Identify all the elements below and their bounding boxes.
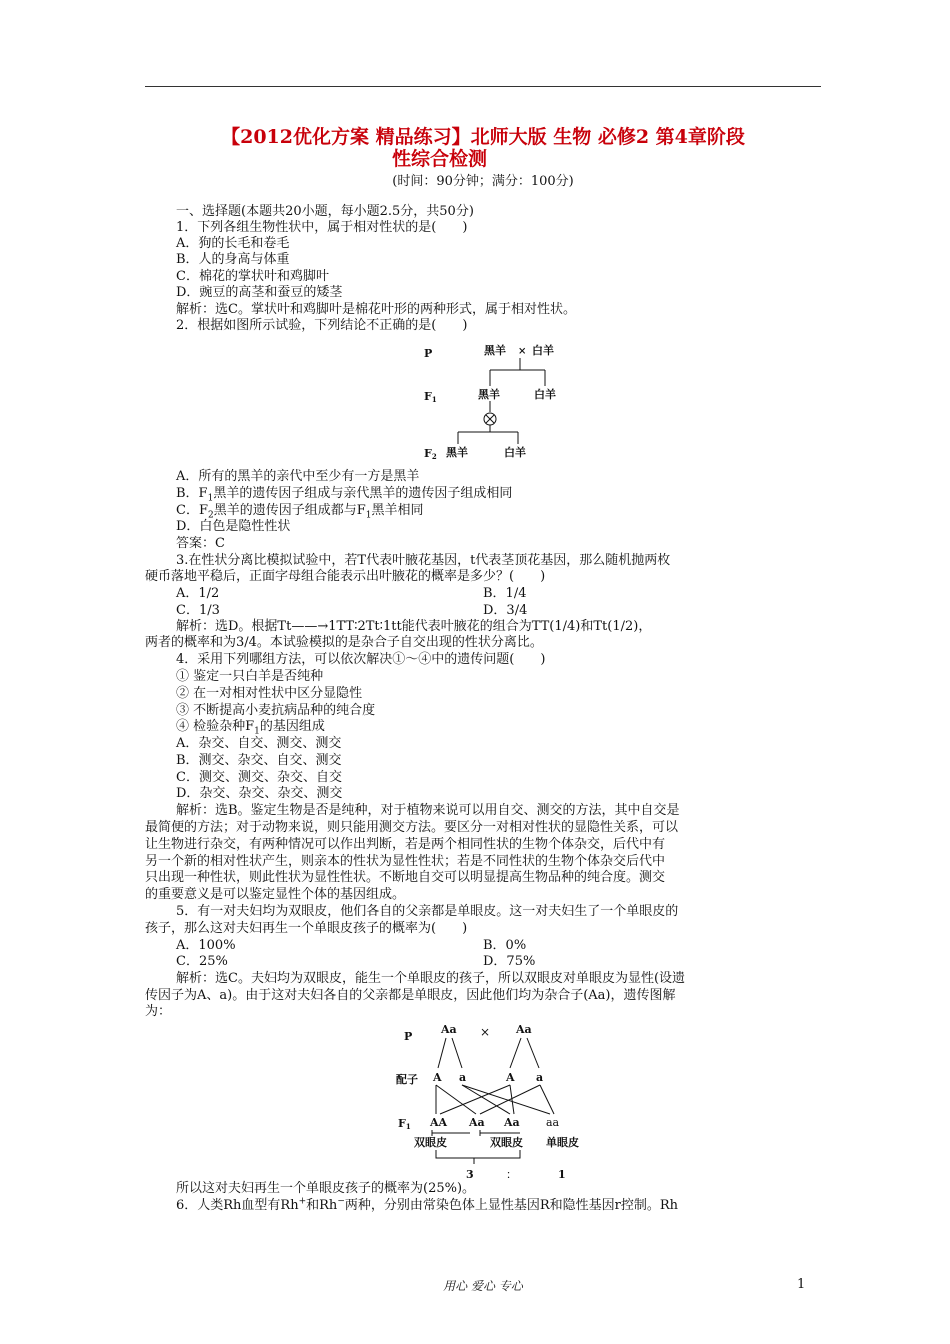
q4-analysis-5: 只出现一种性状，则此性状为显性性状。不断地自交可以明显提高生物品种的纯合度。测交 — [145, 870, 666, 885]
title-line-2: 性综合检测 — [392, 148, 488, 170]
q2-option-b: B．$F_1$黑羊的遗传因子组成与亲代黑羊的遗传因子组成相同 — [176, 486, 513, 504]
q5-label-p: P — [404, 1030, 413, 1043]
q3-option-c: C．1/3 — [176, 603, 220, 618]
q2-f2-black: 黑羊 — [446, 446, 468, 459]
time-score-note: (时间：90分钟；满分：100分) — [392, 174, 574, 189]
q3-option-a: A．1/2 — [176, 586, 220, 601]
q5-label-f1: F1 — [398, 1117, 411, 1131]
q1-stem: 1．下列各组生物性状中，属于相对性状的是( ) — [176, 220, 468, 235]
q5-genetic-diagram — [396, 1018, 596, 1178]
q1-option-c: C．棉花的掌状叶和鸡脚叶 — [176, 269, 329, 284]
q3-option-b: B．1/4 — [483, 586, 527, 601]
q4-item-4: ④ 检验杂种$F_1$的基因组成 — [176, 719, 325, 737]
q5-analysis-1: 解析：选C。夫妇均为双眼皮，能生一个单眼皮的孩子，所以双眼皮对单眼皮为显性(设遗 — [176, 971, 686, 986]
q5-offspring-1: AA — [430, 1116, 448, 1129]
q1-option-b: B．人的身高与体重 — [176, 252, 290, 267]
q2-label-p: P — [424, 347, 433, 360]
q5-stem-2: 孩子，那么这对夫妇再生一个单眼皮孩子的概率为( ) — [145, 921, 468, 936]
q5-parent-2: Aa — [516, 1023, 532, 1036]
q4-analysis-6: 的重要意义是可以鉴定显性个体的基因组成。 — [145, 887, 406, 902]
q4-option-b: B．测交、杂交、自交、测交 — [176, 753, 342, 768]
q5-stem-1: 5．有一对夫妇均为双眼皮，他们各自的父亲都是单眼皮。这一对夫妇生了一个单眼皮的 — [176, 904, 679, 919]
q5-ratio-1: 1 — [558, 1168, 566, 1178]
q4-option-a: A．杂交、自交、测交、测交 — [176, 736, 342, 751]
q3-stem-1: 3.在性状分离比模拟试验中，若T代表叶腋花基因，t代表茎顶花基因，那么随机抛两枚 — [176, 553, 671, 568]
q5-cross: × — [480, 1025, 491, 1039]
q5-conclusion: 所以这对夫妇再生一个单眼皮孩子的概率为(25%)。 — [176, 1181, 476, 1196]
q1-option-d: D．豌豆的高茎和蚕豆的矮茎 — [176, 285, 343, 300]
q5-analysis-2: 传因子为A、a)。由于这对夫妇各自的父亲都是单眼皮，因此他们均为杂合子(Aa)，遗传图解 — [145, 988, 676, 1003]
q5-parent-1: Aa — [441, 1023, 457, 1036]
q2-pedigree-diagram — [420, 340, 570, 465]
header-rule — [145, 86, 821, 87]
q5-offspring-3: Aa — [504, 1116, 520, 1129]
q5-label-gamete: 配子 — [396, 1073, 418, 1086]
q5-analysis-3: 为： — [145, 1004, 172, 1019]
q5-offspring-4: aa — [546, 1116, 560, 1129]
q4-item-2: ② 在一对相对性状中区分显隐性 — [176, 686, 363, 701]
q5-phenotype-2: 双眼皮 — [490, 1136, 523, 1149]
q5-option-d: D．75% — [483, 954, 536, 969]
q2-option-a: A．所有的黑羊的亲代中至少有一方是黑羊 — [176, 469, 420, 484]
q4-option-c: C．测交、测交、杂交、自交 — [176, 770, 342, 785]
q4-analysis-4: 另一个新的相对性状产生，则亲本的性状为显性性状；若是不同性状的生物个体杂交后代中 — [145, 854, 666, 869]
q5-offspring-2: Aa — [469, 1116, 485, 1129]
q2-f1-white: 白羊 — [534, 388, 556, 401]
q5-phenotype-3: 单眼皮 — [546, 1136, 579, 1149]
q2-p-black: 黑羊 — [484, 344, 506, 357]
page-number: 1 — [797, 1277, 806, 1292]
q2-option-c: C．$F_2$黑羊的遗传因子组成都与$F_1$黑羊相同 — [176, 503, 424, 521]
q2-answer: 答案：C — [176, 536, 225, 551]
q2-label-f1: F1 — [424, 390, 437, 404]
section-heading: 一、选择题(本题共20小题，每小题2.5分，共50分) — [176, 204, 474, 219]
q2-option-d: D．白色是隐性性状 — [176, 519, 291, 534]
q5-phenotype-1: 双眼皮 — [414, 1136, 447, 1149]
q6-stem: 6．人类Rh血型有Rh+和Rh−两种，分别由常染色体上显性基因R和隐性基因r控制。Rh — [176, 1196, 679, 1213]
q4-option-d: D．杂交、杂交、杂交、测交 — [176, 786, 343, 801]
title-line-1: 【2012优化方案 精品练习】北师大版 生物 必修2 第4章阶段 — [221, 126, 745, 148]
q5-gamete-2: a — [459, 1071, 467, 1084]
q1-option-a: A．狗的长毛和卷毛 — [176, 236, 290, 251]
q5-option-a: A．100% — [176, 938, 236, 953]
q4-analysis-2: 最简便的方法；对于动物来说，则只能用测交方法。要区分一对相对性状的显隐性关系，可以 — [145, 820, 679, 835]
q5-ratio-3: 3 — [466, 1168, 474, 1178]
page-title — [145, 126, 821, 170]
q4-analysis-3: 让生物进行杂交，有两种情况可以作出判断，若是两个相同性状的生物个体杂交，后代中有 — [145, 837, 666, 852]
q5-ratio-colon: ： — [506, 1168, 517, 1178]
q3-option-d: D．3/4 — [483, 603, 528, 618]
q4-analysis-1: 解析：选B。鉴定生物是否是纯种，对于植物来说可以用自交、测交的方法，其中自交是 — [176, 803, 680, 818]
q2-f2-white: 白羊 — [504, 446, 526, 459]
q5-option-c: C．25% — [176, 954, 228, 969]
q2-f1-black: 黑羊 — [478, 388, 500, 401]
q3-analysis-2: 两者的概率和为3/4。本试验模拟的是杂合子自交出现的性状分离比。 — [145, 635, 543, 650]
q2-p-white: 白羊 — [532, 344, 554, 357]
q4-item-3: ③ 不断提高小麦抗病品种的纯合度 — [176, 703, 376, 718]
q5-gamete-4: a — [536, 1071, 544, 1084]
q1-analysis: 解析：选C。掌状叶和鸡脚叶是棉花叶形的两种形式，属于相对性状。 — [176, 302, 576, 317]
q3-analysis-1: 解析：选D。根据Tt——→1TT∶2Tt∶1tt能代表叶腋花的组合为TT(1/4)和Tt(1/2)， — [176, 619, 652, 634]
q2-cross: × — [518, 346, 527, 357]
q5-gamete-1: A — [433, 1071, 442, 1084]
q5-gamete-3: A — [506, 1071, 515, 1084]
q2-stem: 2．根据如图所示试验，下列结论不正确的是( ) — [176, 318, 468, 333]
q3-stem-2: 硬币落地平稳后，正面字母组合能表示出叶腋花的概率是多少？( ) — [145, 569, 546, 584]
page-footer: 用心 爱心 专心 — [443, 1279, 523, 1293]
q5-option-b: B．0% — [483, 938, 527, 953]
q2-label-f2: F2 — [424, 447, 437, 461]
q4-item-1: ① 鉴定一只白羊是否纯种 — [176, 669, 324, 684]
q4-stem: 4．采用下列哪组方法，可以依次解决①～④中的遗传问题( ) — [176, 652, 546, 667]
